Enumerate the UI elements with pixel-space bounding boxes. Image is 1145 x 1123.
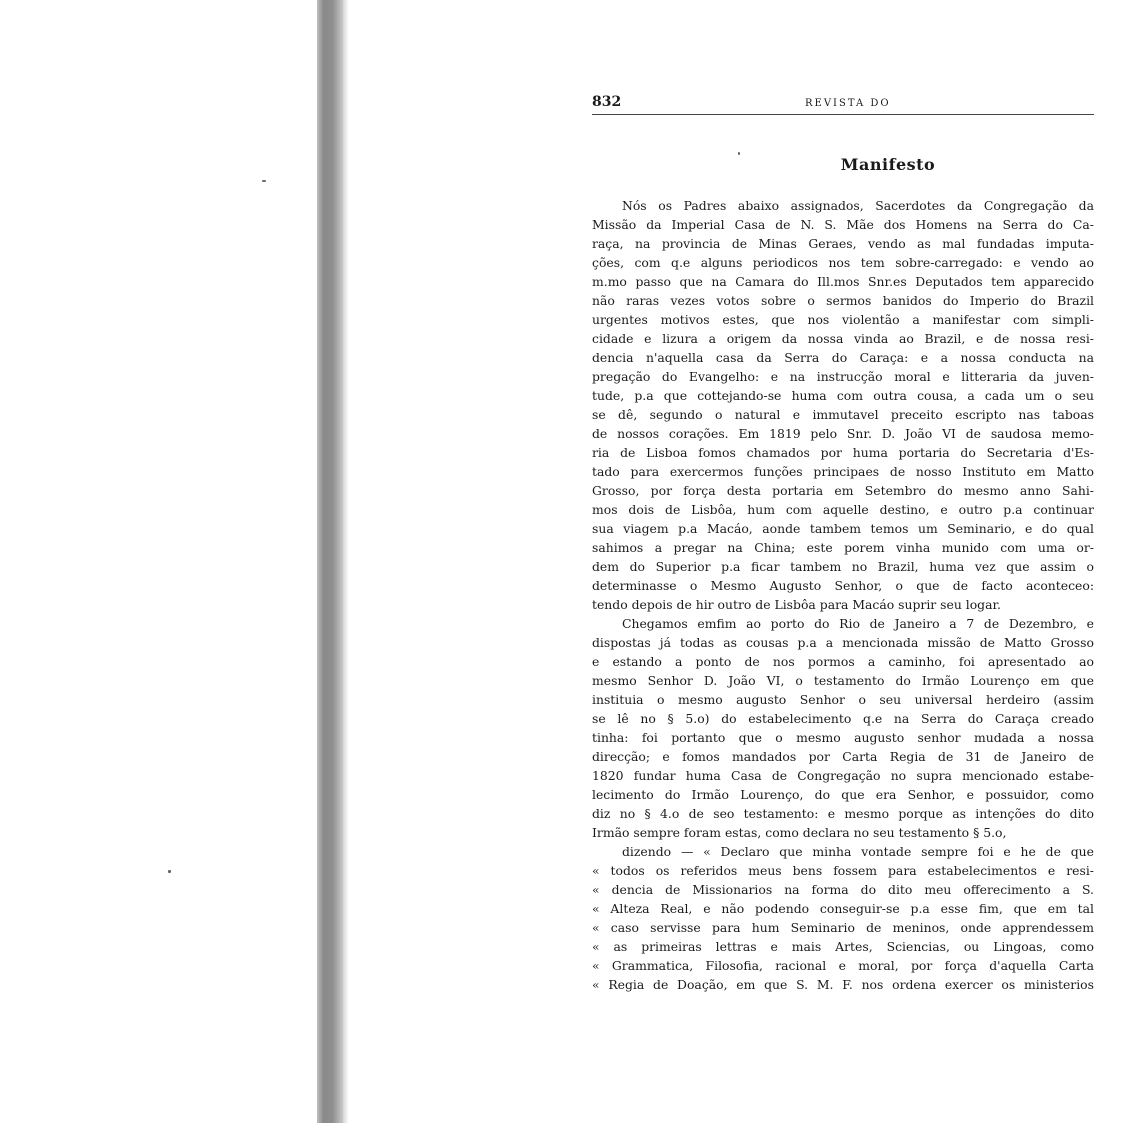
text-line: mesmo Senhor D. João VI, o testamento do Irmão Lourenço em que	[592, 673, 1094, 688]
text-line: tado para exercermos funções principaes de nosso Instituto em Matto	[592, 464, 1094, 479]
text-line: « dencia de Missionarios na forma do dito meu offerecimento a S.	[592, 882, 1094, 897]
text-line: « Alteza Real, e não podendo conseguir-se p.a esse fim, que em tal	[592, 901, 1094, 916]
text-line: determinasse o Mesmo Augusto Senhor, o que de facto aconteceo:	[592, 578, 1094, 593]
text-line: Missão da Imperial Casa de N. S. Mãe dos Homens na Serra do Ca-	[592, 217, 1094, 232]
text-line: Irmão sempre foram estas, como declara no seu testamento § 5.o,	[592, 825, 1007, 840]
text-line: tinha: foi portanto que o mesmo augusto senhor mudada a nossa	[592, 730, 1094, 745]
text-line: se dê, segundo o natural e immutavel preceito escripto nas taboas	[592, 407, 1094, 422]
page-header	[592, 92, 1094, 115]
text-line: Nós os Padres abaixo assignados, Sacerdotes da Congregação da	[622, 198, 1094, 213]
text-line: Chegamos emfim ao porto do Rio de Janeiro a 7 de Dezembro, e	[622, 616, 1094, 631]
text-line: de nossos corações. Em 1819 pelo Snr. D. João VI de saudosa memo-	[592, 426, 1094, 441]
text-line: diz no § 4.o de seo testamento: e mesmo porque as intenções do dito	[592, 806, 1094, 821]
text-line: raça, na provincia de Minas Geraes, vendo as mal fundadas imputa-	[592, 236, 1094, 251]
running-title: REVISTA DO	[805, 98, 891, 109]
text-line: Grosso, por força desta portaria em Setembro do mesmo anno Sahi-	[592, 483, 1094, 498]
text-line: sua viagem p.a Macáo, aonde tambem temos um Seminario, e do qual	[592, 521, 1094, 536]
text-line: ria de Lisboa fomos chamados por huma portaria do Secretaria d'Es-	[592, 445, 1094, 460]
text-line: dizendo — « Declaro que minha vontade sempre foi e he de que	[622, 844, 1094, 859]
text-line: pregação do Evangelho: e na instrucção moral e litteraria da juven-	[592, 369, 1094, 384]
text-line: 1820 fundar huma Casa de Congregação no supra mencionado estabe-	[592, 768, 1094, 783]
text-line: não raras vezes votos sobre o sermos banidos do Imperio do Brazil	[592, 293, 1094, 308]
text-line: « Grammatica, Filosofia, racional e moral, por força d'aquella Carta	[592, 958, 1094, 973]
text-line: cidade e lizura a origem da nossa vinda ao Brazil, e de nossa resi-	[592, 331, 1094, 346]
paragraph-3	[592, 842, 1094, 994]
text-line: e estando a ponto de nos pormos a caminho, foi apresentado ao	[592, 654, 1094, 669]
paragraph-1	[592, 196, 1094, 614]
text-line: m.mo passo que na Camara do Ill.mos Snr.es Deputados tem apparecido	[592, 274, 1094, 289]
text-line: « caso servisse para hum Seminario de meninos, onde apprendessem	[592, 920, 1094, 935]
scan-speck	[262, 180, 266, 182]
text-line: dispostas já todas as cousas p.a a mencionada missão de Matto Grosso	[592, 635, 1094, 650]
page-number: 832	[592, 94, 622, 110]
text-line: lecimento do Irmão Lourenço, do que era Senhor, e possuidor, como	[592, 787, 1094, 802]
text-line: tude, p.a que cottejando-se huma com outra cousa, a cada um o seu	[592, 388, 1094, 403]
text-line: mos dois de Lisbôa, hum com aquelle destino, e outro p.a continuar	[592, 502, 1094, 517]
text-line: « Regia de Doação, em que S. M. F. nos ordena exercer os ministerios	[592, 977, 1094, 992]
book-gutter-fade	[343, 0, 349, 1123]
text-line: ções, com q.e alguns periodicos nos tem sobre-carregado: e vendo ao	[592, 255, 1094, 270]
book-page	[592, 92, 1094, 994]
text-line: « todos os referidos meus bens fossem para estabelecimentos e resi-	[592, 863, 1094, 878]
paragraph-2	[592, 614, 1094, 842]
book-gutter-shadow	[317, 0, 343, 1123]
text-line: sahimos a pregar na China; este porem vinha munido com uma or-	[592, 540, 1094, 555]
text-line: dencia n'aquella casa da Serra do Caraça: e a nossa conducta na	[592, 350, 1094, 365]
text-line: se lê no § 5.o) do estabelecimento q.e na Serra do Caraça creado	[592, 711, 1094, 726]
text-line: instituia o mesmo augusto Senhor o seu universal herdeiro (assim	[592, 692, 1094, 707]
text-line: « as primeiras lettras e mais Artes, Sciencias, ou Lingoas, como	[592, 939, 1094, 954]
section-title: Manifesto	[840, 155, 936, 174]
text-line: dem do Superior p.a ficar tambem no Brazil, huma vez que assim o	[592, 559, 1094, 574]
scan-speck	[168, 870, 171, 873]
text-line: direcção; e fomos mandados por Carta Regia de 31 de Janeiro de	[592, 749, 1094, 764]
text-line: urgentes motivos estes, que nos violentão a manifestar com simpli-	[592, 312, 1094, 327]
text-line: tendo depois de hir outro de Lisbôa para Macáo suprir seu logar.	[592, 597, 1001, 612]
